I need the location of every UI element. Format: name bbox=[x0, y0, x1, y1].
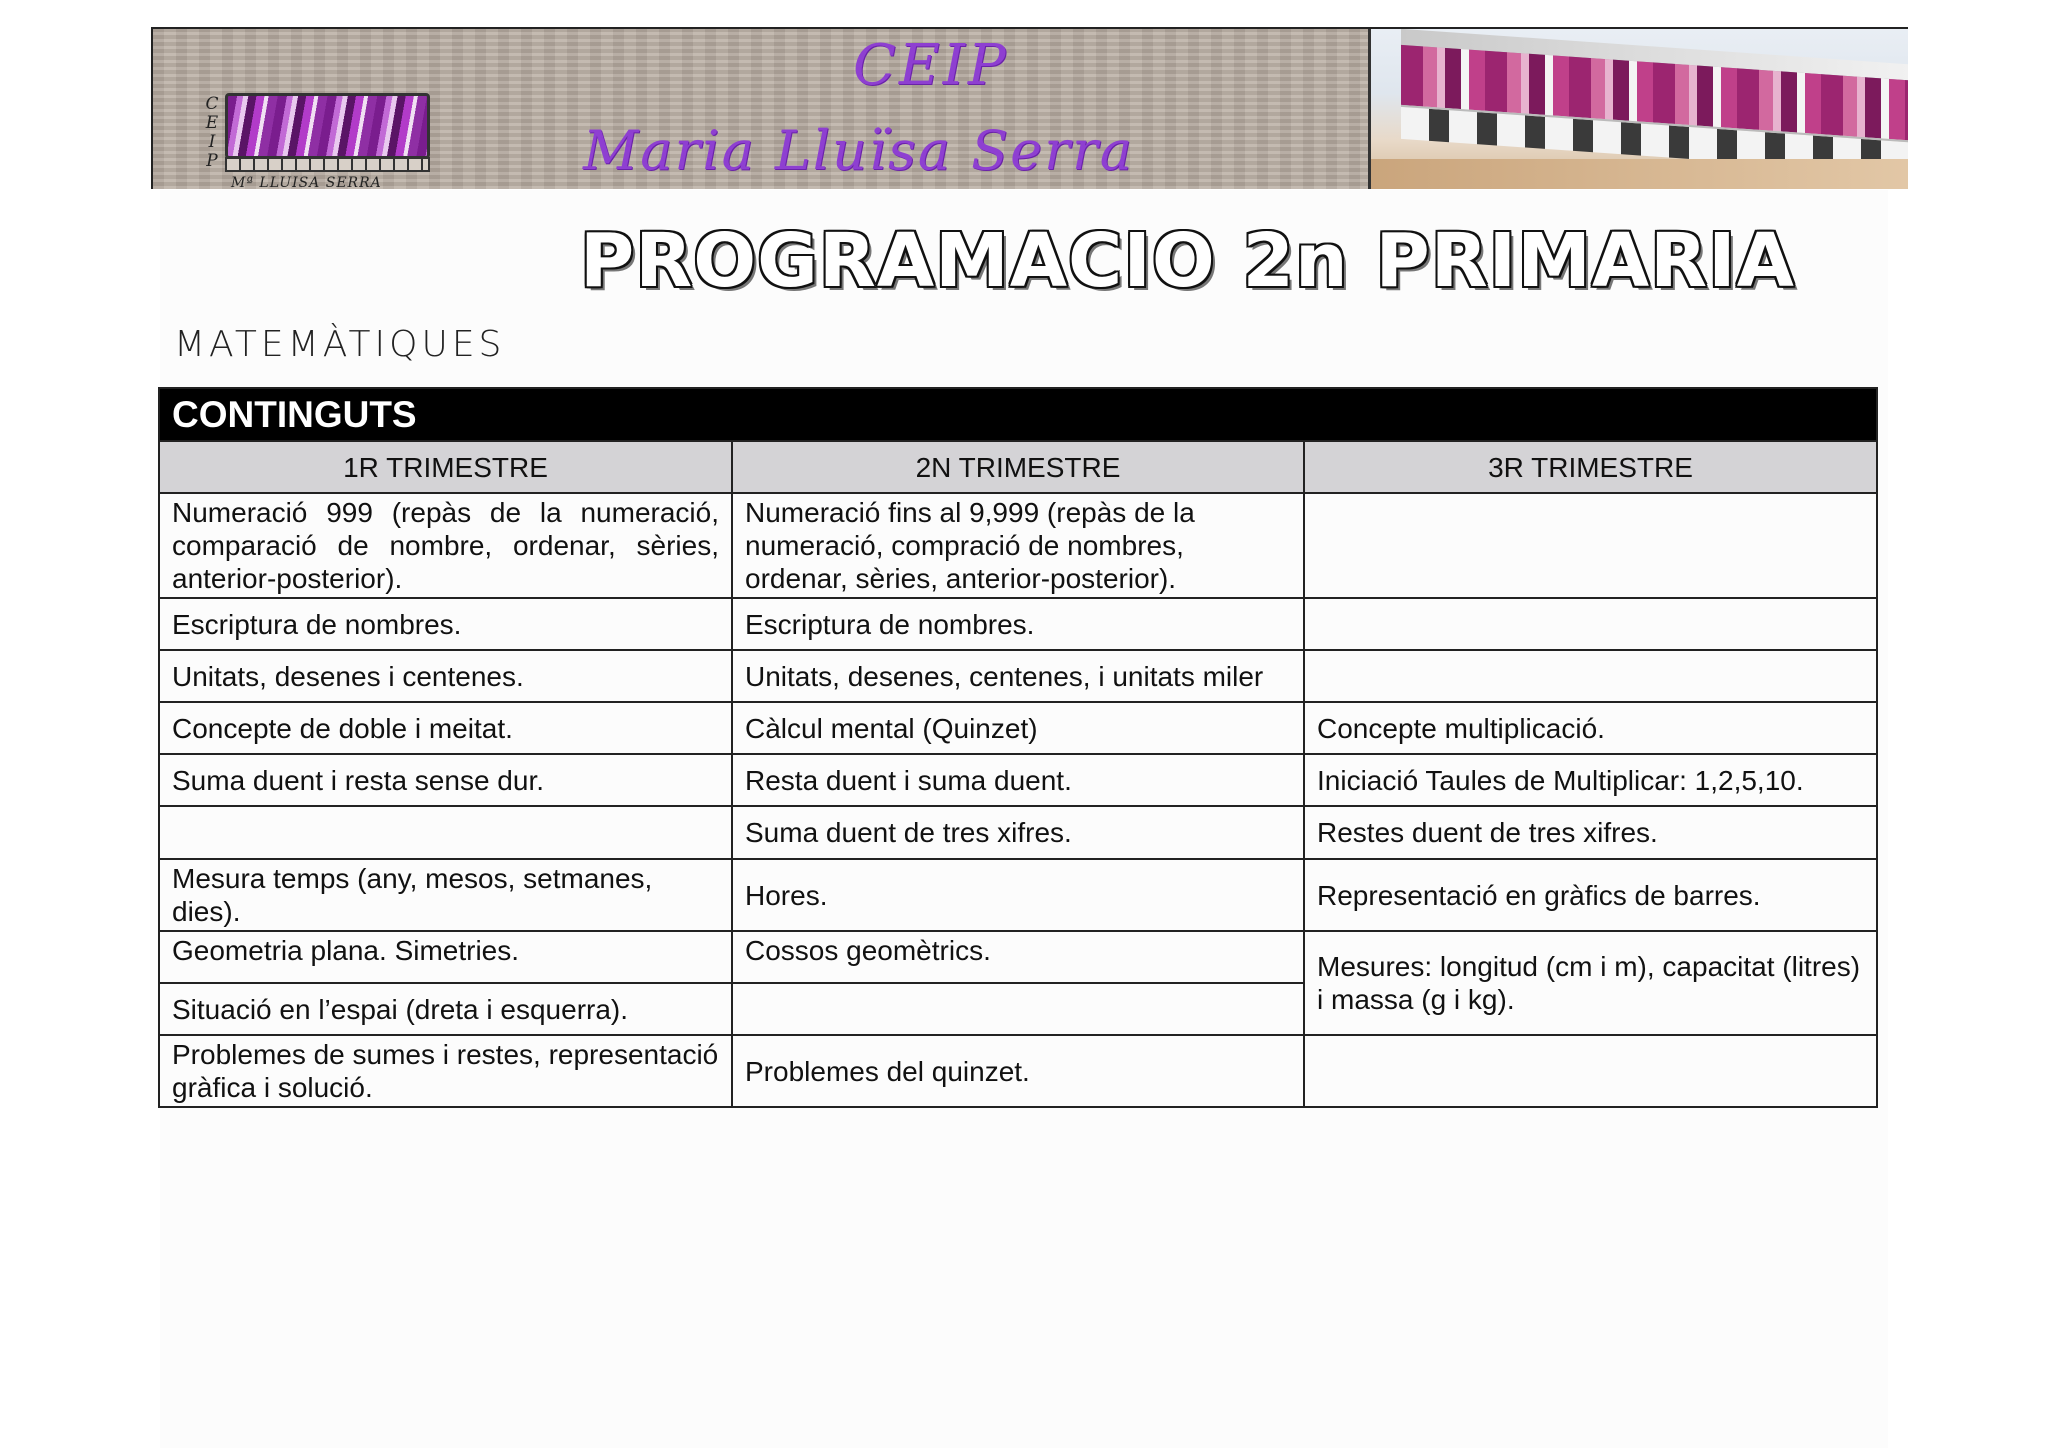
table-cell: Escriptura de nombres. bbox=[732, 598, 1304, 650]
table-row bbox=[159, 1035, 1877, 1107]
table-column-headers bbox=[159, 441, 1877, 493]
table-cell: Suma duent i resta sense dur. bbox=[159, 754, 732, 806]
table-cell: Resta duent i suma duent. bbox=[732, 754, 1304, 806]
table-cell: Escriptura de nombres. bbox=[159, 598, 732, 650]
column-header-term3: 3R TRIMESTRE bbox=[1304, 441, 1877, 493]
table-cell: Cossos geomètrics. bbox=[732, 931, 1304, 983]
table-cell: Numeració 999 (repàs de la numeració, comparació de nombre, ordenar, sèries, anterior-posterior). bbox=[159, 493, 732, 598]
table-row bbox=[159, 702, 1877, 754]
section-title: CONTINGUTS bbox=[159, 388, 1877, 441]
column-header-term1: 1R TRIMESTRE bbox=[159, 441, 732, 493]
table-cell bbox=[1304, 493, 1877, 598]
table-cell: Situació en l’espai (dreta i esquerra). bbox=[159, 983, 732, 1035]
table-cell: Numeració fins al 9,999 (repàs de la numeració, compració de nombres, ordenar, sèries, anterior-posterior). bbox=[732, 493, 1304, 598]
table-cell bbox=[1304, 650, 1877, 702]
table-cell: Càlcul mental (Quinzet) bbox=[732, 702, 1304, 754]
school-logo bbox=[203, 59, 433, 189]
table-row bbox=[159, 754, 1877, 806]
logo-windows bbox=[225, 157, 430, 172]
table-cell: Problemes de sumes i restes, representació gràfica i solució. bbox=[159, 1035, 732, 1107]
table-section-header bbox=[159, 388, 1877, 441]
table-cell bbox=[159, 806, 732, 859]
table-cell bbox=[1304, 1035, 1877, 1107]
school-name-line2: Maria Lluïsa Serra bbox=[583, 119, 1134, 182]
table-cell bbox=[732, 983, 1304, 1035]
table-cell: Suma duent de tres xifres. bbox=[732, 806, 1304, 859]
table-cell: Iniciació Taules de Multiplicar: 1,2,5,10. bbox=[1304, 754, 1877, 806]
school-banner bbox=[151, 27, 1908, 189]
table-row bbox=[159, 859, 1877, 931]
logo-striped-facade bbox=[225, 93, 430, 159]
subject-heading: MATEMÀTIQUES bbox=[174, 324, 506, 365]
table-cell: Concepte de doble i meitat. bbox=[159, 702, 732, 754]
table-row bbox=[159, 931, 1877, 983]
school-building-photo bbox=[1371, 29, 1908, 189]
logo-letters: C E I P bbox=[205, 94, 219, 171]
table-cell: Geometria plana. Simetries. bbox=[159, 931, 732, 983]
table-cell: Unitats, desenes i centenes. bbox=[159, 650, 732, 702]
logo-caption: Mª LLUISA SERRA bbox=[231, 175, 382, 189]
page-title: PROGRAMACIO 2n PRIMARIA bbox=[580, 218, 1795, 304]
column-header-term2: 2N TRIMESTRE bbox=[732, 441, 1304, 493]
contents-table bbox=[158, 387, 1878, 1108]
table-cell: Restes duent de tres xifres. bbox=[1304, 806, 1877, 859]
table-cell: Hores. bbox=[732, 859, 1304, 931]
table-cell: Representació en gràfics de barres. bbox=[1304, 859, 1877, 931]
table-row bbox=[159, 598, 1877, 650]
building-illustration bbox=[1401, 29, 1908, 173]
table-cell: Concepte multiplicació. bbox=[1304, 702, 1877, 754]
table-row bbox=[159, 650, 1877, 702]
table-row bbox=[159, 493, 1877, 598]
table-cell: Mesures: longitud (cm i m), capacitat (litres) i massa (g i kg). bbox=[1304, 931, 1877, 1035]
banner-brick-panel bbox=[153, 29, 1371, 189]
table-row bbox=[159, 806, 1877, 859]
table-cell: Mesura temps (any, mesos, setmanes, dies). bbox=[159, 859, 732, 931]
table-cell: Unitats, desenes, centenes, i unitats miler bbox=[732, 650, 1304, 702]
school-name-line1: CEIP bbox=[853, 33, 1009, 98]
table-cell: Problemes del quinzet. bbox=[732, 1035, 1304, 1107]
ground bbox=[1371, 159, 1908, 189]
table-cell bbox=[1304, 598, 1877, 650]
